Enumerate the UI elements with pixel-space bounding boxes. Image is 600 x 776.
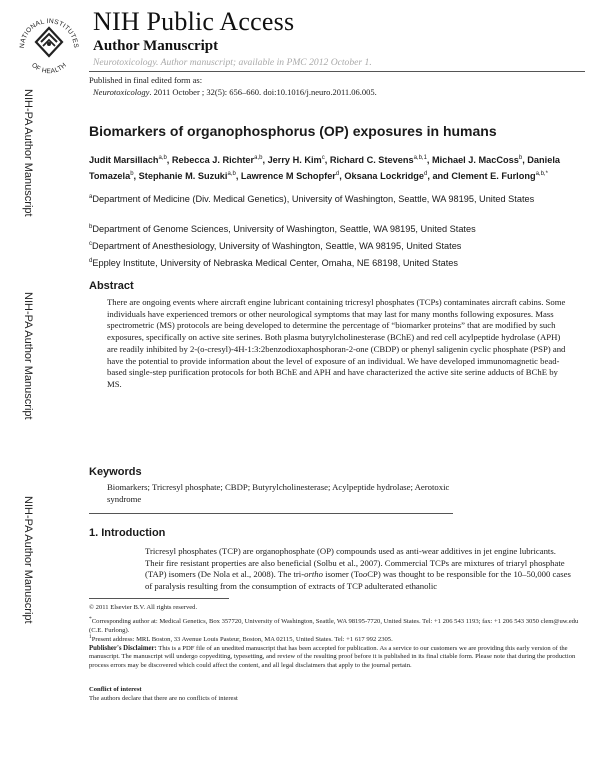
author: Richard C. Stevens$^{a,b,1}$, xyxy=(329,155,433,166)
affiliation: $^b$Department of Genome Sciences, University of Washington, Seattle, WA 98195, United States xyxy=(89,224,476,235)
keywords-divider xyxy=(89,513,453,514)
author: Rebecca J. Richter$^{a,b}$, xyxy=(171,155,268,166)
corresponding-author-note: *Corresponding author at: Medical Genetics, Box 357720, University of Washington, Seattle, WA 98195-7720, United States. Tel: +1 206 543 1193; fax: +1 206 543 3050 clem@uw.edu (C.E. Furlong). xyxy=(89,616,579,634)
conflict-of-interest-heading: Conflict of interest xyxy=(89,686,142,693)
author: Daniela Tomazela$^b$, xyxy=(89,155,560,181)
affiliation: $^c$Department of Anesthesiology, University of Washington, Seattle, WA 98195, United States xyxy=(89,241,462,252)
eagle-emblem-icon xyxy=(36,28,62,56)
author: Oksana Lockridge$^d$, and xyxy=(344,170,452,181)
footnote-divider xyxy=(89,598,229,599)
keywords-list: Biomarkers; Tricresyl phosphate; CBDP; Butyrylcholinesterase; Acylpeptide hydrolase; Aerotoxic syndrome xyxy=(107,482,450,504)
introduction-heading: 1. Introduction xyxy=(89,527,166,539)
citation-details: . 2011 October ; 32(5): 656–660. doi:10.1016/j.neuro.2011.06.005. xyxy=(149,87,377,97)
side-label-bottom: NIH-PA Author Manuscript xyxy=(22,496,34,624)
abstract-text: There are ongoing events where aircraft engine lubricant containing tricresyl phosphates (TCPs) contaminates aircraft cabins. Some individuals have experienced tremors or other neurological symptoms that may last for many months following exposures. Mass spectrometric (MS) protocols are being developed to determine the percentage of “biomarker proteins” that are modified by such exposures, specifically on active site serines. Both plasma butyrylcholinesterase (BChE) and red cell acylpeptide hydrolase (APH) are readily inhibited by 2-(o-cresyl)-4H-1:3:2benzodioxaphosphoran-2-one (CBDP) or phenyl saligenin cyclic phosphate (PSP) and have the potential to provide information about the level of exposure of an individual. We have developed immunomagnetic bead-based single-step purification protocols for both BChE and APH and have characterized the active site serine adducts of BChE by MS. xyxy=(107,297,566,389)
article-title: Biomarkers of organophosphorus (OP) exposures in humans xyxy=(89,123,497,139)
copyright-note: © 2011 Elsevier B.V. All rights reserved. xyxy=(89,604,198,611)
present-address-note: $^1$Present address: MRL Boston, 33 Avenue Louis Pasteur, Boston, MA 02115, United States. Tel: +1 617 992 2305. xyxy=(89,634,393,644)
nih-logo xyxy=(12,8,86,82)
author: Jerry H. Kim$^c$, xyxy=(267,155,330,166)
author: Clement E. Furlong$^{a,b,*}$ xyxy=(451,170,548,181)
abstract-heading: Abstract xyxy=(89,280,134,292)
publisher-disclaimer: Publisher's Disclaimer: This is a PDF file of an unedited manuscript that has been accepted for publication. As a service to our customers we are providing this early version of the manuscript. The manuscript will undergo copyediting, typesetting, and review of the resulting proof before it is published in its final citable form. Please note that during the production process errors may be discovered which could affect the content, and all legal disclaimers that apply to the journal pertain. xyxy=(89,645,576,669)
side-label-middle: NIH-PA Author Manuscript xyxy=(22,292,34,420)
svg-text:OF HEALTH: OF HEALTH xyxy=(30,61,68,76)
published-in-label: Published in final edited form as: xyxy=(89,75,203,85)
affiliation: $^d$Eppley Institute, University of Nebraska Medical Center, Omaha, NE 68198, United States xyxy=(89,258,458,269)
conflict-of-interest-text: The authors declare that there are no conflicts of interest xyxy=(89,695,238,702)
keywords-heading: Keywords xyxy=(89,466,142,478)
nih-public-access-title: NIH Public Access xyxy=(93,7,295,36)
side-label-top: NIH-PA Author Manuscript xyxy=(22,89,34,217)
citation xyxy=(93,87,377,97)
author: Stephanie M. Suzuki$^{a,b}$, xyxy=(138,170,241,181)
svg-text:NATIONAL INSTITUTES: NATIONAL INSTITUTES xyxy=(18,17,80,49)
author: Lawrence M Schopfer$^d$, xyxy=(240,170,345,181)
author: Michael J. MacCoss$^b$, xyxy=(432,155,528,166)
header-divider xyxy=(89,71,585,72)
author-list xyxy=(89,152,599,183)
manuscript-status: Neurotoxicology. Author manuscript; available in PMC 2012 October 1. xyxy=(93,57,372,68)
author-manuscript-label: Author Manuscript xyxy=(93,38,219,54)
introduction-paragraph: Tricresyl phosphates (TCP) are organophosphate (OP) compounds used as anti-wear additives in jet engine lubricants. Their fire resistant properties are also beneficial (Solbu et al., 2007). Commercial TCPs are mixtures of triaryl phosphate (TAP) isomers (De Nola et al., 2008). The tri-ortho isomer (TooCP) was thought to be responsible for the 10–50,000 cases of paralysis resulting from the consumption of extracts of TCP adulterated ethanolic xyxy=(145,546,571,592)
author: Judit Marsillach$^{a,b}$, xyxy=(89,155,172,166)
affiliation: $^a$Department of Medicine (Div. Medical Genetics), University of Washington, Seattle, WA 98195, United States xyxy=(89,194,535,205)
journal-name: Neurotoxicology xyxy=(93,87,150,97)
